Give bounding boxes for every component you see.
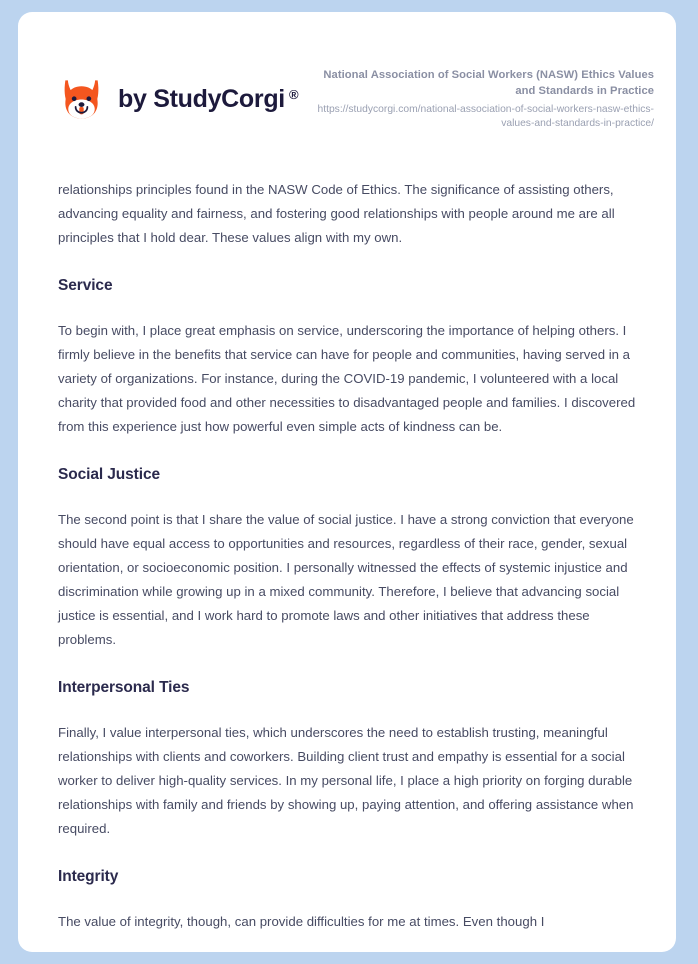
paragraph-spacer — [58, 250, 648, 277]
heading-spacer — [58, 697, 648, 721]
section-paragraph-social-justice: The second point is that I share the value of social justice. I have a strong conviction that everyone should have equal access to opportunities and resources, regardless of their race, gender, sexual orientation, or socioeconomic position. I personally witnessed the effects of systemic injustice and discrimination while growing up in a mixed community. Therefore, I believe that advancing social justice is essential, and I work hard to promote laws and other initiatives that address these problems. — [58, 512, 634, 648]
corgi-logo-icon — [58, 76, 105, 123]
section-paragraph-integrity: The value of integrity, though, can provide difficulties for me at times. Even though I — [58, 914, 545, 930]
section-paragraph-interpersonal-ties: Finally, I value interpersonal ties, which underscores the need to establish trusting, meaningful relationships with clients and coworkers. Building client trust and empathy is essential for a social worker to deliver high-quality services. In my personal life, I place a high priority on forging durable relationships with family and friends by showing up, paying attention, and offering assistance when required. — [58, 725, 634, 837]
paragraph-spacer — [58, 841, 648, 868]
intro-paragraph: relationships principles found in the NASW Code of Ethics. The significance of assisting others, advancing equality and fairness, and fostering good relationships with people around me are all principles that I hold dear. These values align with my own. — [58, 182, 615, 246]
heading-spacer — [58, 295, 648, 319]
paragraph-spacer — [58, 439, 648, 466]
section-heading-interpersonal-ties: Interpersonal Ties — [58, 679, 190, 697]
brand-wordmark — [118, 87, 298, 112]
document-body — [18, 132, 676, 934]
document-meta — [304, 64, 654, 132]
studycorgi-brand — [58, 64, 298, 123]
section-paragraph-service: To begin with, I place great emphasis on service, underscoring the importance of helping others. I firmly believe in the benefits that service can have for people and communities, having served in a variety of organizations. For instance, during the COVID-19 pandemic, I volunteered with a local charity that provided food and other necessities to disadvantaged people and families. I discovered from this experience just how powerful even simple acts of kindness can be. — [58, 323, 636, 435]
heading-spacer — [58, 886, 648, 910]
document-title: National Association of Social Workers (NASW) Ethics Values and Standards in Practice — [323, 69, 654, 97]
document-page-card — [18, 12, 676, 952]
registered-trademark-symbol: ® — [288, 87, 299, 102]
section-heading-social-justice: Social Justice — [58, 466, 160, 484]
paragraph-spacer — [58, 652, 648, 679]
brand-wordmark-text: by StudyCorgi — [118, 85, 285, 113]
section-heading-service: Service — [58, 277, 113, 295]
heading-spacer — [58, 484, 648, 508]
header-body-spacer — [58, 132, 648, 178]
document-header — [18, 12, 676, 132]
document-source-url[interactable]: https://studycorgi.com/national-association-of-social-workers-nasw-ethics-values-and-standards-in-practice/ — [317, 103, 654, 130]
section-heading-integrity: Integrity — [58, 868, 119, 886]
